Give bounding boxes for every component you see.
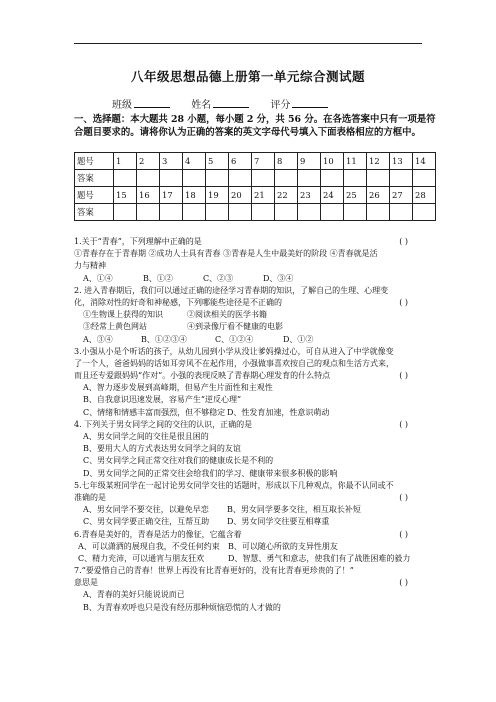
option[interactable]: B、①②③④ [141,334,187,344]
option[interactable]: B、男女同学要多交往，相互取长补短 [227,505,361,515]
answer-cell[interactable] [137,204,160,221]
item: ②阅读相关的医学书籍 [187,310,267,320]
question-number-cell: 13 [390,153,413,170]
question-number-cell: 21 [252,187,275,204]
answer-cell[interactable] [367,170,390,187]
option[interactable]: D、性发育加速，性意识萌动 [227,407,330,417]
option[interactable]: A、①④ [83,273,113,283]
answer-cell[interactable] [183,204,206,221]
item: ④到录像厅看不健康的电影 [187,322,283,332]
question-line: 意思是 ( ) [74,577,436,589]
page-title: 八年级思想品德上册第一单元综合测试题 [130,69,365,84]
answer-cell[interactable] [321,204,344,221]
answer-cell[interactable] [298,170,321,187]
option[interactable]: D、男女同学之间的正常交往会给我们的学习、健康带来很多积极的影响 [83,468,338,478]
answer-cell[interactable] [252,170,275,187]
answer-cell[interactable] [298,204,321,221]
option-row [74,504,436,516]
question-stem: 3.小强从小是个听话的孩子，从幼儿园到小学从没让爹妈操过心，可自从进入了中学就像变 [74,346,394,356]
answer-cell[interactable] [275,170,298,187]
question-number-cell: 17 [160,187,183,204]
answer-blank[interactable]: ( ) [399,578,408,588]
question-line: 化，消除对性的好奇和神秘感，下列哪能些途径是不正确的 ( ) [74,297,436,309]
question-number-cell: 22 [275,187,298,204]
option[interactable]: D、智慧、勇气和意志，使我们有了战胜困难的毅力 [228,553,411,563]
item-row [74,309,436,321]
question-number-cell: 15 [114,187,137,204]
answer-cell[interactable] [114,170,137,187]
option[interactable]: D、③④ [263,273,294,283]
option[interactable]: C、男女同学要正确交往，互帮互助 [83,517,210,527]
answer-cell[interactable] [206,204,229,221]
answer-cell[interactable] [229,170,252,187]
answer-cell[interactable] [160,204,183,221]
option[interactable]: B、要用大人的方式表达男女同学之间的友谊 [83,444,241,454]
answer-blank[interactable]: ( ) [399,529,408,539]
answer-cell[interactable] [413,170,436,187]
answer-cell[interactable] [367,204,390,221]
question-number-row [75,187,436,204]
option[interactable]: A、男女同学不要交往，以避免早恋 [83,505,209,515]
answer-cell[interactable] [344,170,367,187]
question-number-cell: 24 [321,187,344,204]
answer-cell[interactable] [183,170,206,187]
question-stem: 7.“要爱惜自己的青春！世界上再没有比青春更好的，没有比青春更珍贵的了！” [74,566,354,576]
answer-table [74,152,436,221]
answer-cell[interactable] [137,170,160,187]
option[interactable]: C、男女同学之间正常交往对我们的健康成长是不利的 [83,456,274,466]
question-line: 力与精神 [74,261,106,271]
student-info [112,96,346,111]
option[interactable]: A、男女同学之间的交往是很且困的 [83,432,209,441]
class-field[interactable]: 班级 [112,96,170,111]
answer-cell[interactable] [275,204,298,221]
option[interactable]: B、可以随心所欲的支异性朋友 [228,541,338,551]
answer-row [75,170,436,187]
question-number-cell: 14 [413,153,436,170]
option[interactable]: A、可以潇洒的展现自我，不受任何约束 [78,541,220,551]
questions [74,236,436,614]
question-number-cell: 20 [229,187,252,204]
answer-blank[interactable]: ( ) [399,492,408,502]
option[interactable]: B、①② [143,273,173,283]
answer-blank[interactable]: ( ) [399,297,408,307]
question-number-cell: 12 [367,153,390,170]
answer-blank[interactable]: ( ) [399,419,408,429]
score-field[interactable]: 评分 [270,96,328,111]
option[interactable]: A、智力逐步发展到高峰期，但易产生片面性和主观性 [83,383,273,393]
question-line: 了一个人，爸爸妈妈的话如耳旁风不在起作用，小强做事喜欢按自己的观点和生活方式来， [74,358,394,368]
row-label: 题号 [75,153,114,170]
question-number-cell: 2 [137,153,160,170]
option-row [74,516,436,528]
question-number-cell: 8 [275,153,298,170]
answer-cell[interactable] [344,204,367,221]
question-line: 准确的是 ( ) [74,492,436,504]
question-stem: 4. 下列关于男女同学之间的交往的认识，正确的是 ( ) [74,419,436,431]
option[interactable]: C、精力充沛，可以通宵与朋友狂欢 [78,553,205,563]
answer-blank[interactable]: ( ) [399,371,408,381]
question-number-cell: 7 [252,153,275,170]
item: ①生物课上获得的知识 [83,310,163,320]
option[interactable]: D、男女同学交往要互相尊重 [227,517,330,527]
answer-cell[interactable] [413,204,436,221]
answer-cell[interactable] [390,170,413,187]
option-row [74,541,436,553]
question-number-cell: 4 [183,153,206,170]
question-number-cell: 1 [114,153,137,170]
question-number-cell: 5 [206,153,229,170]
question-number-cell: 25 [344,187,367,204]
question-number-cell: 18 [183,187,206,204]
option[interactable]: C、②③ [203,273,234,283]
header-rule [74,43,422,44]
question-number-cell: 26 [367,187,390,204]
option-row [74,273,436,285]
question-stem: 2. 进入青春期后，我们可以通过正确的途径学习青春期的知识，了解自己的生理、心理变 [74,285,389,295]
question-stem: 5.七年级某班同学在一起讨论男女同学交往的话题时，形成以下几种观点，你最不认同或不 [74,480,394,490]
option-row [74,334,436,346]
question-number-cell: 28 [413,187,436,204]
answer-cell[interactable] [252,204,275,221]
option[interactable]: D、①② [283,334,314,344]
question-number-cell: 6 [229,153,252,170]
option-row [74,553,436,565]
option[interactable]: A、③④ [83,334,113,344]
question-number-row [75,153,436,170]
answer-cell[interactable] [321,170,344,187]
answer-row [75,204,436,221]
question-number-cell: 16 [137,187,160,204]
question-number-cell: 27 [390,187,413,204]
item-row [74,321,436,333]
question-number-cell: 3 [160,153,183,170]
row-label: 答案 [75,170,114,187]
answer-cell[interactable] [390,204,413,221]
answer-cell[interactable] [206,170,229,187]
option-row [74,407,436,419]
row-label: 答案 [75,204,114,221]
option[interactable]: C、①②④ [215,334,254,344]
question-line: 而且还专爱跟妈妈“作对”。小强的表现反映了青春期心理发育的什么特点 ( ) [74,370,436,382]
option[interactable]: B、为青春欢呼也只是没有经历那种烦恼恐慌的人才做的 [83,602,281,612]
question-number-cell: 19 [206,187,229,204]
question-number-cell: 10 [321,153,344,170]
item: ③经常上黄色网站 [83,322,147,332]
question-number-cell: 23 [298,187,321,204]
question-stem: 1.关于“青春”，下列理解中正确的是 ( ) [74,236,436,248]
answer-cell[interactable] [229,204,252,221]
row-label: 题号 [75,187,114,204]
question-number-cell: 9 [298,153,321,170]
option[interactable]: A、青春的美好只能说说而已 [83,590,185,600]
answer-blank[interactable]: ( ) [399,237,408,246]
question-stem: 6.青春是美好的，青春是活力的像征，它蕴含着 ( ) [74,529,436,541]
answer-cell[interactable] [160,170,183,187]
question-number-cell: 11 [344,153,367,170]
name-field[interactable]: 姓名 [191,96,249,111]
section-heading: 一、选择题：本大题共 28 小题，每小题 2 分，共 56 分。在各选答案中只有一项是符合题目要求的。请将你认为正确的答案的英文字母代号填入下面表格相应的方框中。 [74,114,436,138]
option[interactable]: B、自我意识迅速发展，容易产生“逆反心理” [83,395,242,405]
answer-cell[interactable] [114,204,137,221]
question-line: ①青春存在于青春期 ②成功人士具有青春 ③青春是人生中最美好的阶段 ④青春就是活 [74,249,378,259]
option[interactable]: C、情绪和情感丰富而强烈，但不够稳定 [83,407,226,417]
